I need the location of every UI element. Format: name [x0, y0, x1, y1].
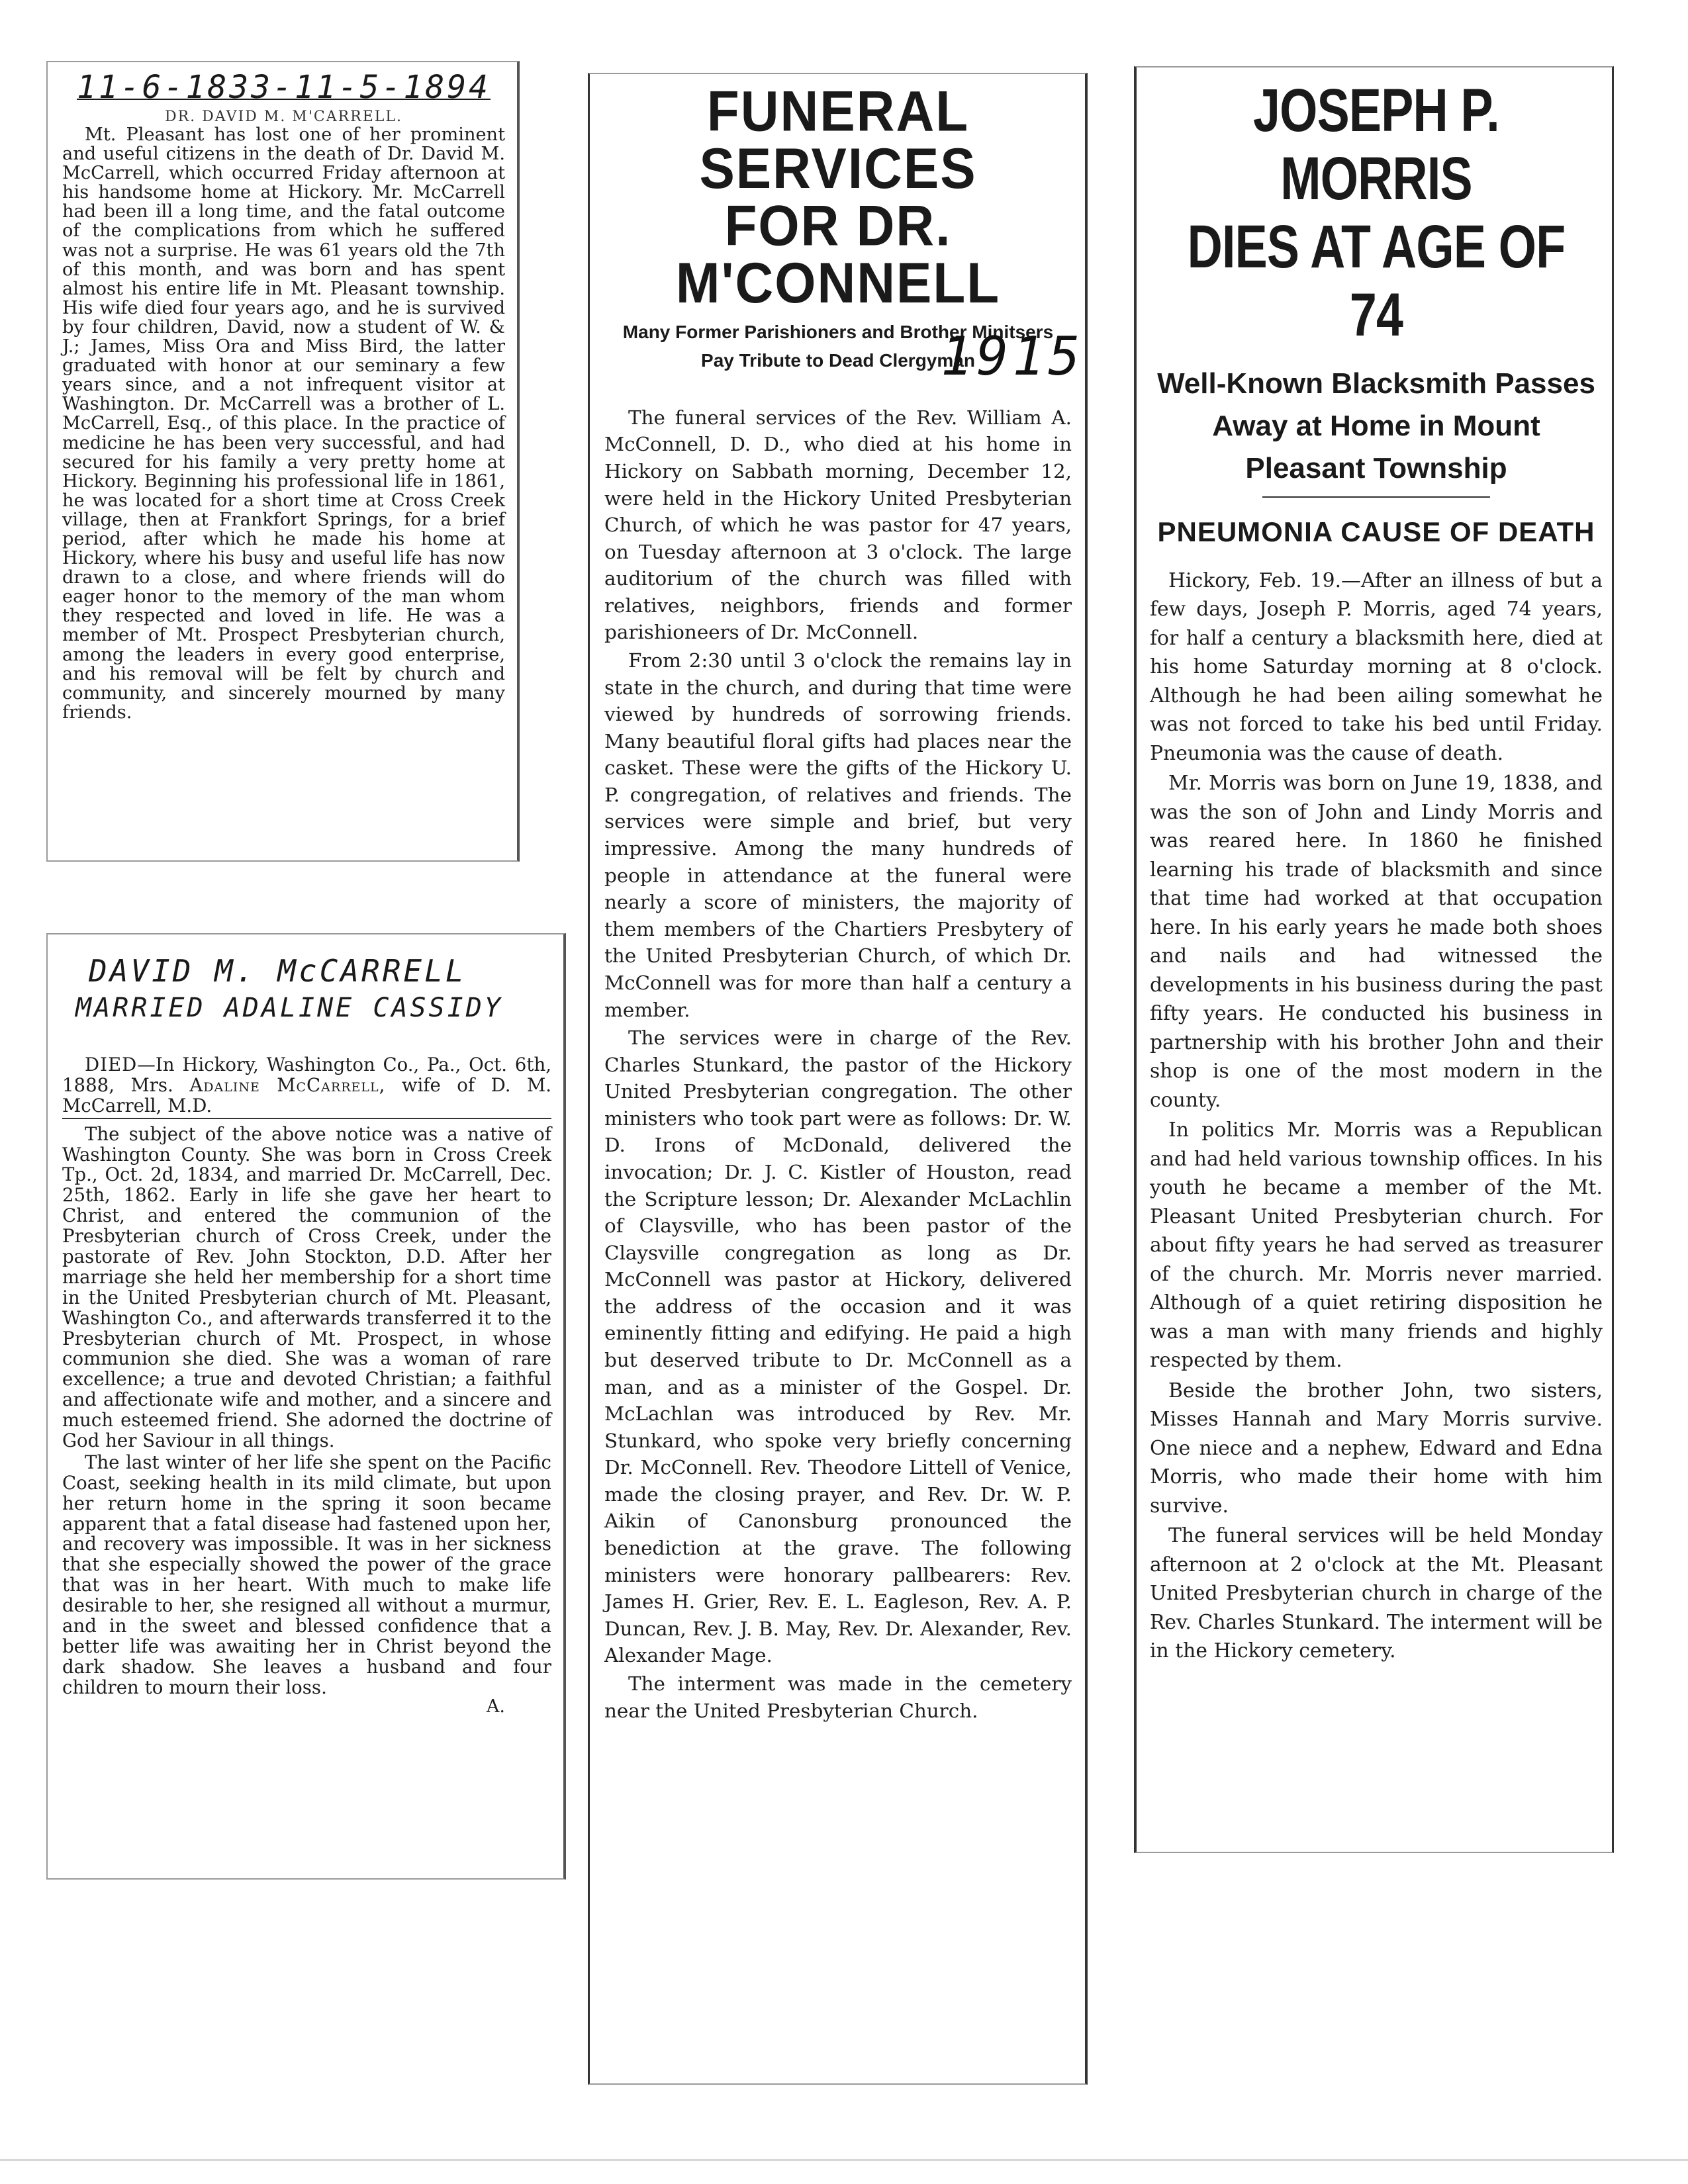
clipping-mccarrell-obituary: [46, 61, 520, 862]
headline-line-2: FOR DR. M'CONNELL: [675, 193, 1001, 315]
headline-line-1: FUNERAL SERVICES: [699, 79, 977, 201]
died-name: Adaline McCarrell,: [189, 1073, 386, 1096]
deck-line-2: Away at Home in Mount: [1212, 409, 1540, 442]
headline-line-2: DIES AT AGE OF 74: [1187, 213, 1566, 349]
death-notice-header: [62, 1055, 551, 1119]
paragraph: Mr. Morris was born on June 19, 1838, and was the son of John and Lindy Morris and was reared here. In 1860 he finished learning his trade of blacksmith and since that time had worked at that occupation here. In his early years he made both shoes and nails and had witnessed the developments in his business during the past fifty years. He conducted his business in partnership with his brother John and their shop is one of the most modern in the county.: [1150, 772, 1603, 1112]
paragraph: The subject of the above notice was a native of Washington County. She was born in Cross Creek Tp., Oct. 2d, 1834, and married Dr. McCarrell, Dec. 25th, 1862. Early in life she gave her heart to Christ, and entered the communion of the Presbyterian church of Cross Creek, under the pastorate of Rev. John Stockton, D.D. After her marriage she held her membership for a short time in the United Presbyterian church of Mt. Pleasant, Washington Co., and afterwards transferred it to the Presbyterian church of Mt. Prospect, in whose communion she died. She was a woman of rare excellence; a true and devoted Christian; a faithful and affectionate wife and mother, and a sincere and much esteemed friend. She adorned the doctrine of God her Saviour in all things.: [62, 1122, 551, 1452]
clipping-mcconnell-funeral: [588, 73, 1088, 2085]
deck-line-3: Pleasant Township: [1245, 451, 1507, 484]
death-notice-text: [62, 1055, 551, 1717]
paragraph: In politics Mr. Morris was a Republican and had held various township offices. In his youth he became a member of the Mt. Pleasant United Presbyterian church. For about fifty years he had served as treasurer of the church. Mr. Morris never married. Although of a quiet retiring disposition he was a man with many friends and highly respected by them.: [1150, 1118, 1603, 1373]
paragraph: Beside the brother John, two sisters, Misses Hannah and Mary Morris survive. One niece and a nephew, Edward and Edna Morris, who made their home with him survive.: [1150, 1379, 1603, 1518]
paragraph: The services were in charge of the Rev. Charles Stunkard, the pastor of the Hickory United Presbyterian congregation. The other ministers who took part were as follows: Dr. W. D. Irons of McDonald, delivered the invocation; Dr. J. C. Kistler of Houston, read the Scripture lesson; Dr. Alexander McLachlin of Claysville, who has been pastor of the Claysville congregation as long as Dr. McConnell was pastor at Hickory, delivered the address of the occasion and it was eminently fitting and edifying. He paid a high but deserved tribute to Dr. McConnell as a man, and as a minister of the Gospel. Dr. McLachlan was introduced by Rev. Mr. Stunkard, who spoke very briefly concerning Dr. McConnell. Rev. Theodore Littell of Venice, made the closing prayer, and Rev. Dr. W. P. Aikin of Canonsburg pronounced the benediction at the grave. The following ministers were honorary pallbearers: Rev. James H. Grier, Rev. E. L. Eagleson, Rev. A. P. Duncan, Rev. J. B. May, Rev. Dr. Alexander, Rev. Alexander Mage.: [604, 1026, 1072, 1667]
subheadline-deck: [1150, 363, 1603, 489]
article-text: [1150, 567, 1603, 1666]
headline-line-1: JOSEPH P. MORRIS: [1253, 77, 1499, 213]
headline: [1163, 77, 1589, 349]
deck-line-1: Well-Known Blacksmith Passes: [1157, 367, 1595, 400]
headline: [604, 79, 1072, 315]
obituary-text: [62, 125, 505, 722]
handwritten-dates: 11-6-1833-11-5-1894: [76, 69, 491, 106]
clipping-adaline-mccarrell-notice: [46, 933, 566, 1880]
paragraph: From 2:30 until 3 o'clock the remains lay in state in the church, and during that time were viewed by hundreds of sorrowing friends. Many beautiful floral gifts had places near the casket. These were the gifts of the Hickory U. P. congregation, of relatives and friends. The services were simple and brief, but very impressive. Among the many hundreds of people in attendance at the funeral were nearly a score of ministers, the majority of them members of the Chartiers Presbytery of the United Presbyterian Church, of which Dr. McConnell was for more than half a century a member.: [604, 649, 1072, 1021]
article-text: [604, 404, 1072, 1724]
handwritten-year: 1915: [941, 326, 1084, 387]
paragraph: Hickory, Feb. 19.—After an illness of but a few days, Joseph P. Morris, aged 74 years, for half a century a blacksmith here, died at his home Saturday morning at 8 o'clock. Although he had been ailing somewhat he was not forced to take his bed until Friday. Pneumonia was the cause of death.: [1150, 569, 1603, 765]
scan-edge-line: [0, 2159, 1688, 2161]
paragraph: The last winter of her life she spent on the Pacific Coast, seeking health in its mild climate, but upon her return home in the spring it soon became apparent that a fatal disease had fastened upon her, and recovery was impossible. It was in her sickness that she especially showed the power of the grace that was in her heart. With much to make life desirable to her, she resigned all without a murmur, and in the sweet and blessed confidence that a better life was awaiting her in Christ beyond the dark shadow. She leaves a husband and four children to mourn their loss.: [62, 1451, 551, 1698]
divider: [1262, 496, 1490, 498]
cause-subhead: PNEUMONIA CAUSE OF DEATH: [1157, 516, 1595, 547]
clipping-morris-obituary: [1134, 66, 1614, 1853]
died-wife: wife of D. M. McCarrell, M.D.: [62, 1073, 551, 1116]
paragraph: The funeral services will be held Monday afternoon at 2 o'clock at the Mt. Pleasant United Presbyterian church in charge of the Rev. Charles Stunkard. The interment will be in the Hickory cemetery.: [1150, 1524, 1603, 1663]
handwritten-title: DAVID M. McCARRELL: [89, 953, 467, 989]
died-label: DIED: [85, 1054, 138, 1075]
signature-initial: A.: [486, 1696, 505, 1717]
subheadline-deck: Many Former Parishioners and Brother Minitsers Pay Tribute to Dead Clergyman: [622, 322, 1054, 371]
handwritten-subtitle: MARRIED ADALINE CASSIDY: [75, 993, 503, 1023]
paragraph: The interment was made in the cemetery near the United Presbyterian Church.: [604, 1672, 1072, 1722]
paragraph: Mt. Pleasant has lost one of her prominent and useful citizens in the death of Dr. David M. McCarrell, which occurred Friday afternoon at his handsome home at Hickory. Mr. McCarrell had been ill a long time, and the fatal outcome of the complications from which he suffered was not a surprise. He was 61 years old the 7th of this month, and was born and has spent almost his entire life in Mt. Pleasant township. His wife died four years ago, and he is survived by four children, David, now a student of W. & J.; James, Miss Ora and Miss Bird, the latter graduated with honor at our seminary a few years since, and a not infrequent visitor at Washington. Dr. McCarrell was a brother of L. McCarrell, Esq., of this place. In the practice of medicine he has been very successful, and had secured for his family a very pretty home at Hickory. Beginning his professional life in 1861, he was located for a short time at Cross Creek village, then at Frankfort Springs, for a brief period, after which he made his home at Hickory, where his busy and useful life has now drawn to a close, and where friends will do eager honor to the memory of the man whom they respected and loved in life. He was a member of Mt. Prospect Presbyterian church, among the leaders in every good enterprise, and his removal will be felt by church and community, and sincerely mourned by many friends.: [62, 124, 505, 723]
paragraph: The funeral services of the Rev. William A. McConnell, D. D., who died at his home in Hickory on Sabbath morning, December 12, were held in the Hickory United Presbyterian Church, of which he was pastor for 47 years, on Tuesday afternoon at 3 o'clock. The large auditorium of the church was filled with relatives, neighbors, friends and former parishioneers of Dr. McConnell.: [604, 406, 1072, 644]
died-intro: —In Hickory, Washington Co., Pa., Oct. 6th, 1888, Mrs.: [62, 1054, 551, 1096]
obituary-byline: DR. DAVID M. M'CARRELL.: [164, 109, 403, 125]
